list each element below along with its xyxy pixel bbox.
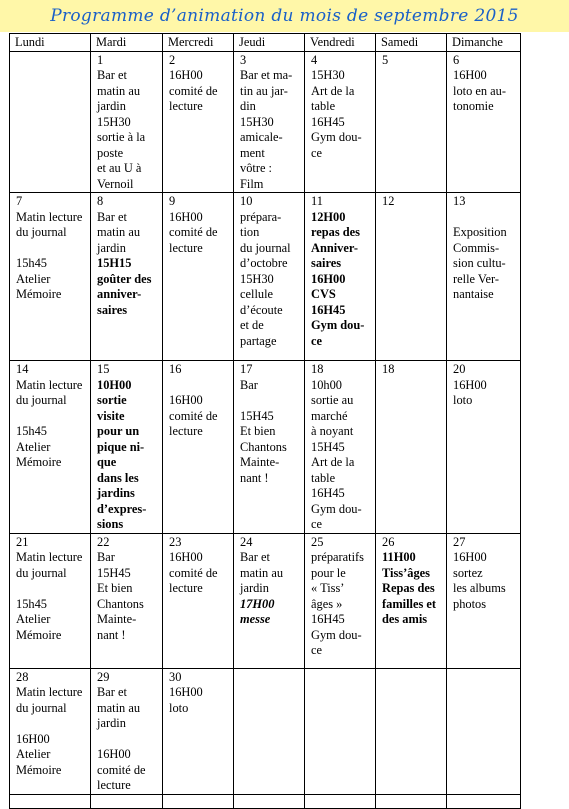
event-text-line: loto xyxy=(169,700,189,715)
week-row xyxy=(10,51,521,193)
day-cell xyxy=(305,361,376,534)
day-number: 18 xyxy=(382,362,395,376)
event-text-line: d’octobre xyxy=(240,256,288,270)
event-text-line: tonomie xyxy=(453,99,494,113)
event-text-line: ce xyxy=(311,333,322,348)
event-text-line: Mémoire xyxy=(16,762,62,777)
day-header-vendredi: Vendredi xyxy=(305,34,376,52)
day-cell xyxy=(447,193,521,361)
event-text-line: lecture xyxy=(169,424,203,438)
event-text-line: Mainte- xyxy=(240,455,280,469)
event-text-line: du journal xyxy=(16,393,67,407)
day-number: 17 xyxy=(240,362,253,376)
day-number: 14 xyxy=(16,362,29,376)
event-text-line xyxy=(16,241,87,257)
day-cell xyxy=(91,668,163,794)
event-text-line: 15H45 xyxy=(311,439,345,454)
event-text-line: 16H45 xyxy=(311,302,346,317)
day-cell xyxy=(10,193,91,361)
event-text-line xyxy=(453,210,517,226)
event-text-line: Bar et xyxy=(97,68,127,82)
day-cell xyxy=(234,533,305,668)
event-text-line: Bar xyxy=(240,377,258,392)
empty-day-cell xyxy=(305,794,376,808)
event-text-line: Gym dou- xyxy=(311,501,362,516)
event-text-line: et de xyxy=(240,318,264,332)
event-text-line: sion cultu- xyxy=(453,256,506,270)
event-text-line: jardin xyxy=(240,581,269,595)
event-text-line: 15h45 xyxy=(16,256,47,270)
day-number: 13 xyxy=(453,194,466,208)
week-row xyxy=(10,361,521,534)
event-text-line: matin au xyxy=(97,83,141,98)
week-row xyxy=(10,794,521,808)
day-number: 18 xyxy=(311,362,324,376)
event-text-line: 16H00 xyxy=(169,209,203,224)
event-text-line: jardin xyxy=(97,240,126,255)
event-text-line: 11H00 xyxy=(382,550,416,564)
event-text-line: ce xyxy=(311,145,322,160)
event-text-line: matin au xyxy=(97,225,141,239)
event-text-line: Bar et xyxy=(97,209,127,224)
event-text-line: Matin lecture xyxy=(16,377,83,392)
day-number: 15 xyxy=(97,362,110,376)
event-text-line: vôtre : xyxy=(240,161,272,175)
event-text-line: 15H15 xyxy=(97,256,132,270)
day-number: 2 xyxy=(169,52,176,67)
event-text-line: nant ! xyxy=(240,470,269,485)
event-text-line: Et bien xyxy=(240,424,276,438)
calendar-body xyxy=(10,51,521,808)
event-text-line: 16H00 xyxy=(16,731,50,746)
event-text-line: table xyxy=(311,99,336,113)
event-text-line: partage xyxy=(240,333,277,348)
event-text-line: Atelier xyxy=(16,439,51,454)
event-text-line: pour le xyxy=(311,565,346,580)
event-text-line: Art de la xyxy=(311,83,355,98)
empty-day-cell xyxy=(376,668,447,794)
event-text-line: comité de xyxy=(169,225,218,239)
event-text-line: 15H30 xyxy=(240,114,274,129)
event-text-line: Gym dou- xyxy=(311,130,362,144)
event-text-line: 15h45 xyxy=(16,424,47,438)
empty-day-cell xyxy=(163,794,234,808)
day-number: 1 xyxy=(97,52,104,67)
event-text-line xyxy=(16,409,87,425)
day-number: 4 xyxy=(311,52,318,67)
event-text-line: à noyant xyxy=(311,424,354,438)
day-number: 8 xyxy=(97,194,104,208)
event-text-line: Et bien xyxy=(97,581,133,595)
event-text-line: 10h00 xyxy=(311,377,342,392)
event-text-line: Bar et ma- xyxy=(240,68,293,82)
event-text-line: 16H00 xyxy=(453,550,487,564)
event-text-line: 16H45 xyxy=(311,612,345,626)
day-number: 6 xyxy=(453,52,460,67)
day-cell xyxy=(376,533,447,668)
day-header-mercredi: Mercredi xyxy=(163,34,234,52)
event-text-line: Anniver- xyxy=(311,240,359,255)
event-text-line: les albums xyxy=(453,581,506,595)
event-text-line xyxy=(16,716,87,732)
day-number: 26 xyxy=(382,534,395,549)
event-text-line: pour un xyxy=(97,424,140,438)
event-text-line: ment xyxy=(240,145,265,160)
calendar-table xyxy=(9,33,521,809)
event-text-line: du journal xyxy=(16,700,67,715)
event-text-line: 16H00 xyxy=(311,271,346,286)
event-text-line: Gym dou- xyxy=(311,627,362,642)
event-text-line: 15H30 xyxy=(97,114,131,129)
event-text-line: loto en au- xyxy=(453,83,506,98)
event-text-line: pique ni- xyxy=(97,439,145,454)
day-number: 22 xyxy=(97,534,110,549)
event-text-line: Mémoire xyxy=(16,287,62,301)
day-header-mardi: Mardi xyxy=(91,34,163,52)
day-number: 3 xyxy=(240,52,247,67)
event-text-line: 16H00 xyxy=(169,550,203,564)
event-text-line: Exposition xyxy=(453,225,507,239)
event-text-line: 16H00 xyxy=(169,393,203,407)
event-text-line: matin au xyxy=(240,565,284,580)
event-text-line: du journal xyxy=(16,225,67,239)
day-cell xyxy=(91,51,163,193)
event-text-line: Repas des xyxy=(382,581,435,595)
event-text-line: 16H00 xyxy=(453,377,487,392)
event-text-line: Commis- xyxy=(453,240,500,255)
day-cell xyxy=(447,533,521,668)
event-text-line: Chantons xyxy=(240,439,287,454)
page-title: Programme d’animation du mois de septembre 2015 xyxy=(50,6,519,26)
event-text-line: jardin xyxy=(97,99,126,113)
event-text-line: 12H00 xyxy=(311,209,346,224)
event-text-line: messe xyxy=(240,612,271,626)
event-text-line: saires xyxy=(97,302,128,317)
day-cell xyxy=(305,533,376,668)
event-text-line: 16H45 xyxy=(311,114,345,129)
event-text-line: CVS xyxy=(311,287,336,301)
day-cell xyxy=(163,193,234,361)
event-text-line: du journal xyxy=(240,240,291,255)
day-number: 12 xyxy=(382,194,395,208)
event-text-line: Bar xyxy=(97,550,115,564)
day-cell xyxy=(91,361,163,534)
event-text-line: cellule xyxy=(240,287,274,301)
empty-day-cell xyxy=(10,51,91,193)
event-text-line: 17H00 xyxy=(240,596,275,611)
day-cell xyxy=(376,193,447,361)
day-number: 25 xyxy=(311,534,324,549)
event-text-line: loto xyxy=(453,393,473,407)
day-cell xyxy=(305,193,376,361)
day-cell xyxy=(376,361,447,534)
event-text-line: tin au jar- xyxy=(240,83,288,98)
event-text-line: Atelier xyxy=(16,271,51,286)
event-text-line: nant ! xyxy=(97,627,126,642)
event-text-line: 16H00 xyxy=(169,68,203,82)
day-cell xyxy=(234,193,305,361)
day-number: 5 xyxy=(382,52,389,67)
weekday-header-row xyxy=(10,34,521,52)
event-text-line: photos xyxy=(453,596,487,611)
event-text-line: dans les xyxy=(97,470,139,485)
day-number: 24 xyxy=(240,534,253,549)
event-text-line: 15H30 xyxy=(311,68,345,82)
event-text-line: comité de xyxy=(169,408,218,423)
event-text-line: saires xyxy=(311,256,342,270)
day-cell xyxy=(10,533,91,668)
event-text-line: comité de xyxy=(169,83,218,98)
day-cell xyxy=(91,533,163,668)
event-text-line: amicale- xyxy=(240,130,283,144)
day-cell xyxy=(234,51,305,193)
day-cell xyxy=(305,51,376,193)
event-text-line: matin au xyxy=(97,700,141,715)
event-text-line: relle Ver- xyxy=(453,271,499,286)
event-text-line xyxy=(169,378,230,394)
event-text-line: 10H00 xyxy=(97,377,132,392)
day-number: 16 xyxy=(169,362,182,376)
event-text-line: Mémoire xyxy=(16,455,62,469)
empty-day-cell xyxy=(10,794,91,808)
day-header-samedi: Samedi xyxy=(376,34,447,52)
event-text-line: repas des xyxy=(311,225,360,239)
event-text-line: 15H45 xyxy=(240,408,274,423)
event-text-line: visite xyxy=(97,408,125,423)
event-text-line: Matin lecture xyxy=(16,209,83,224)
event-text-line: 16H00 xyxy=(169,685,203,699)
event-text-line: Vernoil xyxy=(97,176,134,191)
day-cell xyxy=(163,361,234,534)
event-text-line: Matin lecture xyxy=(16,685,83,699)
day-number: 29 xyxy=(97,669,110,684)
event-text-line: Film xyxy=(240,176,264,191)
event-text-line: goûter des xyxy=(97,271,152,286)
event-text-line: Mémoire xyxy=(16,627,62,642)
event-text-line: âges » xyxy=(311,596,343,611)
event-text-line: Mainte- xyxy=(97,612,137,626)
event-text-line: d’expres- xyxy=(97,501,147,516)
week-row xyxy=(10,668,521,794)
event-text-line: anniver- xyxy=(97,287,142,301)
empty-day-cell xyxy=(447,794,521,808)
title-banner xyxy=(0,0,569,32)
event-text-line: d’écoute xyxy=(240,302,283,317)
event-text-line: lecture xyxy=(169,240,203,255)
event-text-line: jardin xyxy=(97,716,126,730)
event-text-line: prépara- xyxy=(240,209,282,224)
empty-day-cell xyxy=(447,668,521,794)
day-number: 30 xyxy=(169,669,182,684)
day-cell xyxy=(163,51,234,193)
event-text-line: ce xyxy=(311,517,322,531)
event-text-line: Bar et xyxy=(97,685,127,699)
empty-day-cell xyxy=(305,668,376,794)
event-text-line: Tiss’âges xyxy=(382,565,430,580)
day-cell xyxy=(91,193,163,361)
empty-day-cell xyxy=(376,794,447,808)
day-cell xyxy=(447,51,521,193)
day-cell xyxy=(10,668,91,794)
day-number: 9 xyxy=(169,194,176,208)
event-text-line: jardins xyxy=(97,486,135,500)
event-text-line: Gym dou- xyxy=(311,318,365,332)
event-text-line: « Tiss’ xyxy=(311,581,345,595)
event-text-line: 15H30 xyxy=(240,271,274,286)
event-text-line: lecture xyxy=(169,99,203,113)
day-number: 21 xyxy=(16,534,29,549)
empty-day-cell xyxy=(91,794,163,808)
day-number: 27 xyxy=(453,534,466,549)
event-text-line: Art de la xyxy=(311,455,355,469)
event-text-line: familles et xyxy=(382,596,437,611)
week-row xyxy=(10,193,521,361)
day-number: 7 xyxy=(16,194,23,208)
event-text-line: sions xyxy=(97,517,124,531)
event-text-line: 15h45 xyxy=(16,596,47,611)
event-text-line: Atelier xyxy=(16,612,51,626)
event-text-line xyxy=(97,732,159,748)
day-header-jeudi: Jeudi xyxy=(234,34,305,52)
event-text-line: sortie à la xyxy=(97,130,146,144)
day-number: 11 xyxy=(311,194,323,208)
event-text-line: comité de xyxy=(169,565,218,580)
event-text-line: table xyxy=(311,470,336,485)
event-text-line xyxy=(16,581,87,597)
day-number: 28 xyxy=(16,669,29,684)
event-text-line: sortez xyxy=(453,565,483,580)
event-text-line: sortie xyxy=(97,393,127,407)
day-cell xyxy=(234,361,305,534)
day-cell xyxy=(163,533,234,668)
day-number: 20 xyxy=(453,362,466,376)
event-text-line: poste xyxy=(97,145,124,160)
event-text-line: marché xyxy=(311,408,348,423)
day-header-dimanche: Dimanche xyxy=(447,34,521,52)
event-text-line: tion xyxy=(240,225,260,239)
event-text-line: du journal xyxy=(16,565,67,580)
event-text-line: lecture xyxy=(97,778,131,792)
event-text-line: des amis xyxy=(382,612,428,626)
event-text-line: din xyxy=(240,99,256,113)
event-text-line: sortie au xyxy=(311,393,354,407)
event-text-line: ce xyxy=(311,643,322,657)
event-text-line: 16H45 xyxy=(311,486,345,500)
event-text-line: comité de xyxy=(97,762,146,777)
empty-day-cell xyxy=(234,668,305,794)
event-text-line: nantaise xyxy=(453,287,494,301)
event-text-line: 16H00 xyxy=(97,747,131,761)
day-cell xyxy=(10,361,91,534)
empty-day-cell xyxy=(234,794,305,808)
day-number: 10 xyxy=(240,194,253,208)
day-cell xyxy=(447,361,521,534)
event-text-line: Bar et xyxy=(240,550,270,564)
day-header-lundi: Lundi xyxy=(10,34,91,52)
event-text-line: lecture xyxy=(169,581,203,595)
event-text-line: préparatifs xyxy=(311,550,364,564)
event-text-line xyxy=(240,393,301,409)
week-row xyxy=(10,533,521,668)
day-cell xyxy=(376,51,447,193)
event-text-line: que xyxy=(97,455,117,469)
event-text-line: Matin lecture xyxy=(16,550,83,564)
event-text-line: 16H00 xyxy=(453,68,487,82)
event-text-line: Atelier xyxy=(16,747,51,761)
day-cell xyxy=(163,668,234,794)
day-number: 23 xyxy=(169,534,182,549)
event-text-line: et au U à xyxy=(97,161,142,175)
event-text-line: Chantons xyxy=(97,596,144,611)
event-text-line: 15H45 xyxy=(97,565,131,580)
